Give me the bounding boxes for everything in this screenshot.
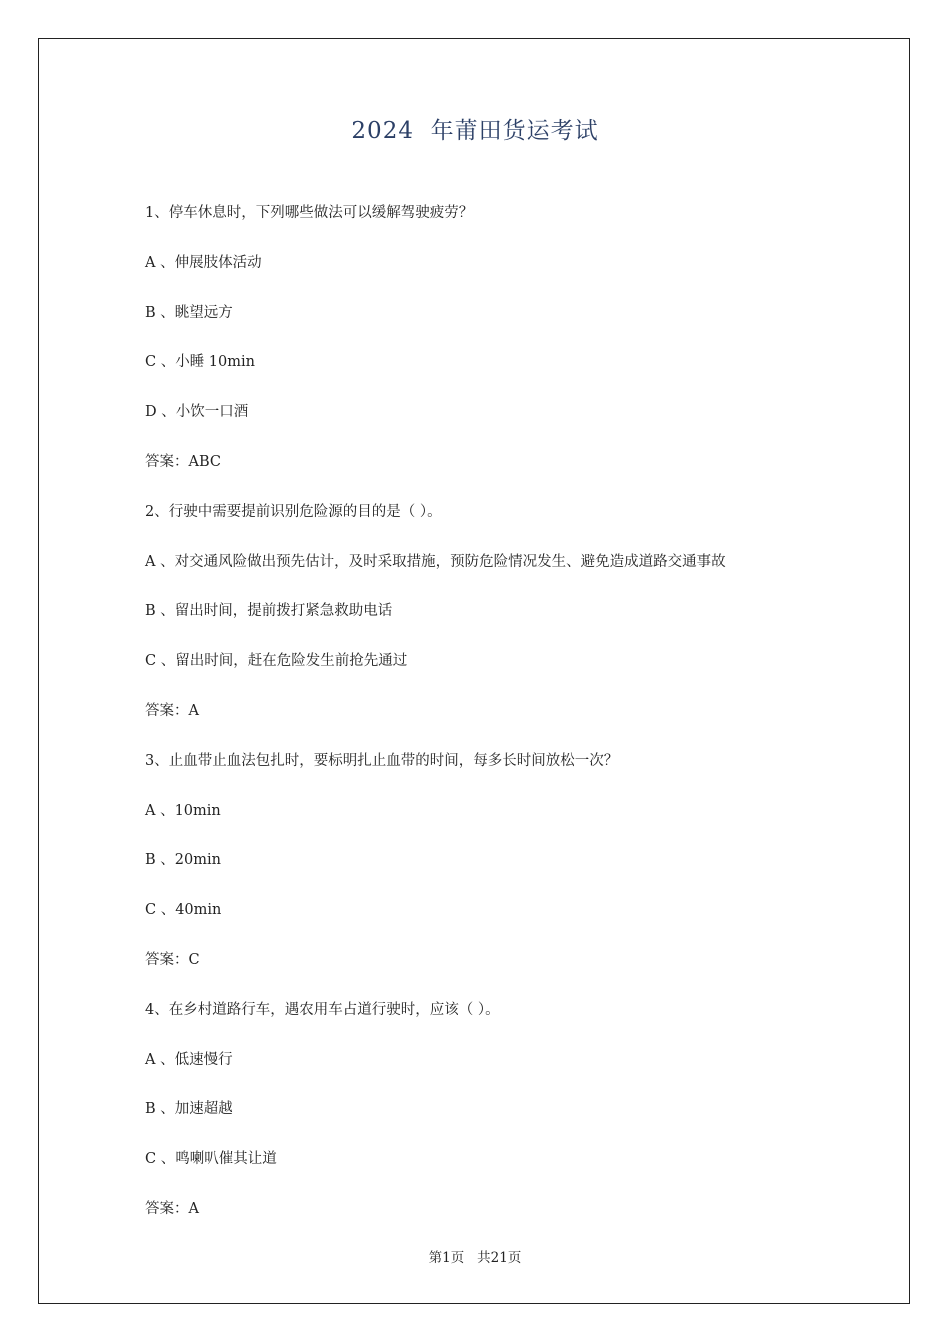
- document-title: 2024 年莆田货运考试: [351, 118, 599, 144]
- option-c: C 、40min: [145, 902, 222, 919]
- answer: 答案：A: [145, 1200, 199, 1217]
- question-text: 4、在乡村道路行车，遇农用车占道行驶时，应该（ ）。: [145, 1001, 500, 1018]
- page-footer: 第1页 共21页: [428, 1250, 522, 1266]
- option-a: A 、伸展肢体活动: [145, 254, 262, 271]
- option-c: C 、小睡 10min: [145, 354, 255, 371]
- option-a: A 、低速慢行: [145, 1051, 233, 1068]
- option-b: B 、加速超越: [145, 1101, 233, 1118]
- answer: 答案：C: [145, 951, 200, 968]
- option-c: C 、鸣喇叭催其让道: [145, 1151, 277, 1168]
- option-c: C 、留出时间，赶在危险发生前抢先通过: [145, 653, 408, 670]
- option-a: A 、10min: [145, 802, 221, 819]
- question-text: 2、行驶中需要提前识别危险源的目的是（ ）。: [145, 503, 442, 520]
- option-b: B 、留出时间，提前拨打紧急救助电话: [145, 603, 393, 620]
- answer: 答案：A: [145, 702, 199, 719]
- question-list: [145, 200, 865, 1246]
- option-a: A 、对交通风险做出预先估计，及时采取措施，预防危险情况发生、避免造成道路交通事故: [145, 553, 726, 570]
- answer: 答案：ABC: [145, 453, 221, 470]
- question-text: 3、止血带止血法包扎时，要标明扎止血带的时间，每多长时间放松一次？: [145, 752, 619, 769]
- option-d: D 、小饮一口酒: [145, 404, 249, 421]
- option-b: B 、20min: [145, 852, 221, 869]
- option-b: B 、眺望远方: [145, 304, 233, 321]
- question-text: 1、停车休息时，下列哪些做法可以缓解驾驶疲劳？: [145, 205, 474, 221]
